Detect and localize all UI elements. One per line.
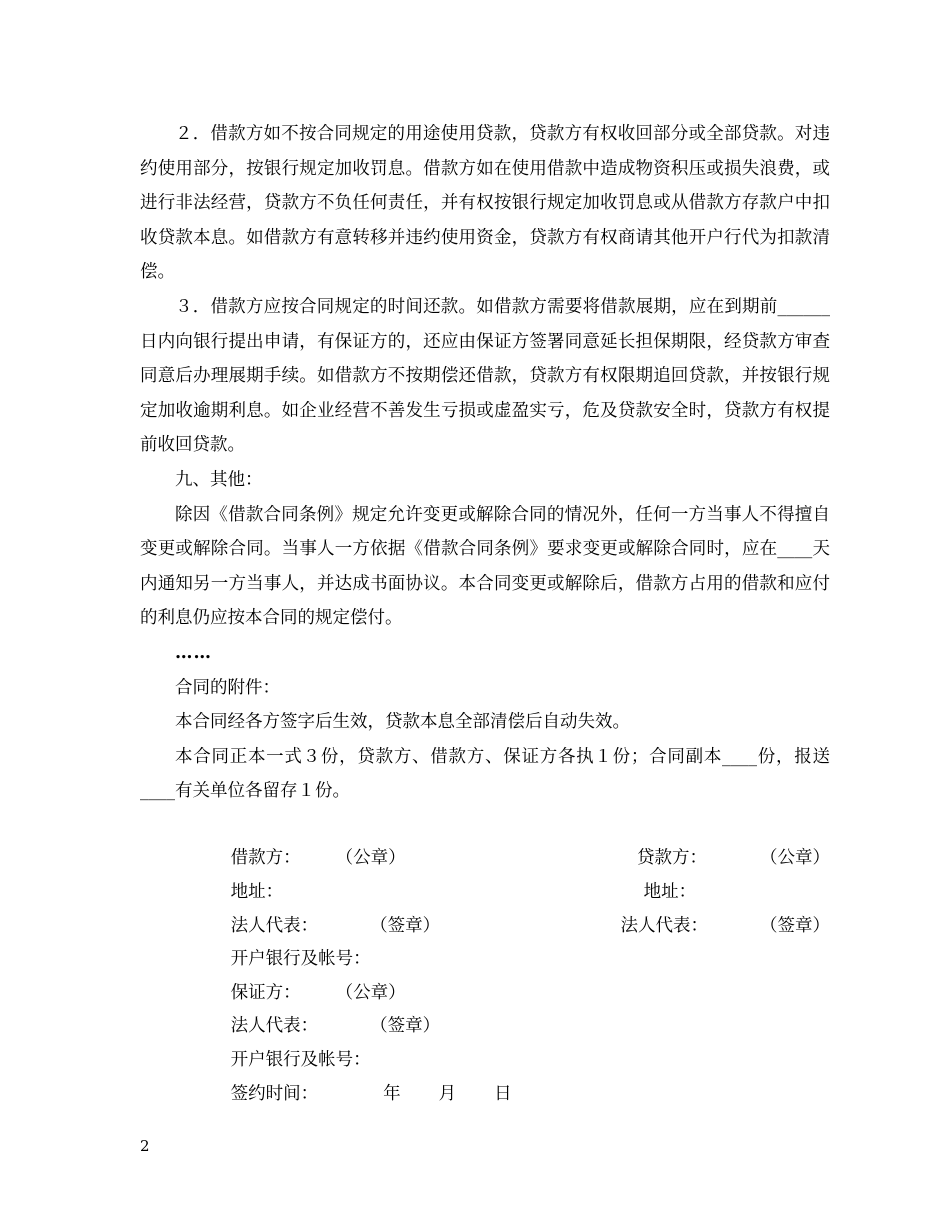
- modification-paragraph: 除因《借款合同条例》规定允许变更或解除合同的情况外，任何一方当事人不得擅自变更或解除合同。当事人一方依据《借款合同条例》要求变更或解除合同时，应在____天内通知另一方当事人，并达成书面协议。本合同变更或解除后，借款方占用的借款和应付的利息仍应按本合同的规定偿付。: [140, 504, 830, 629]
- signature-row-guarantor-legal-rep: [140, 977, 830, 1037]
- legal-rep-guarantor-label: 法人代表：: [230, 1016, 319, 1037]
- page-number: 2: [140, 1137, 150, 1155]
- bank-account-label-2: 开户银行及帐号：: [230, 1050, 371, 1071]
- effectiveness-paragraph: 本合同经各方签字后生效，贷款本息全部清偿后自动失效。: [175, 712, 630, 733]
- legal-rep-left-sign: （签章）: [370, 915, 441, 936]
- legal-rep-right-sign: （签章）: [760, 915, 830, 936]
- date-day: 日: [494, 1083, 512, 1104]
- attachment-heading: 合同的附件：: [175, 677, 280, 698]
- sign-date-label: 签约时间：: [230, 1083, 319, 1104]
- bank-account-label-1: 开户银行及帐号：: [230, 949, 371, 970]
- date-year: 年: [383, 1083, 401, 1104]
- borrower-label: 借款方：: [230, 848, 301, 869]
- section-nine-heading: 九、其他：: [175, 469, 263, 490]
- copies-paragraph: 本合同正本一式３份，贷款方、借款方、保证方各执１份；合同副本____份，报送____有关单位各留存１份。: [140, 746, 830, 802]
- clause-3-paragraph: ３．借款方应按合同规定的时间还款。如借款方需要将借款展期，应在到期前______日内向银行提出申请，有保证方的，还应由保证方签署同意延长担保期限，经贷款方审查同意后办理展期手续。如借款方不按期偿还借款，贷款方有权限期追回贷款，并按银行规定加收逾期利息。如企业经营不善发生亏损或虚盈实亏，危及贷款安全时，贷款方有权提前收回贷款。: [140, 296, 830, 456]
- address-right-label: 地址：: [643, 882, 697, 903]
- guarantor-label: 保证方：: [230, 982, 301, 1003]
- document-body: [140, 117, 830, 1104]
- legal-rep-guarantor-sign: （签章）: [370, 1016, 441, 1037]
- signature-row-parties: [140, 809, 830, 869]
- signature-row-bank-2: [140, 1010, 830, 1071]
- date-month: 月: [438, 1083, 457, 1104]
- ellipsis-line: ……: [175, 642, 212, 663]
- signature-row-legal-rep: [140, 876, 830, 936]
- lender-seal: （公章）: [760, 848, 830, 869]
- signature-row-date: [140, 1044, 830, 1104]
- guarantor-seal: （公章）: [335, 982, 406, 1003]
- lender-label: 贷款方：: [637, 848, 707, 869]
- address-left-label: 地址：: [230, 882, 284, 903]
- legal-rep-left-label: 法人代表：: [230, 915, 319, 936]
- signature-block: [140, 809, 830, 1104]
- clause-2-paragraph: ２．借款方如不按合同规定的用途使用贷款，贷款方有权收回部分或全部贷款。对违约使用部分，按银行规定加收罚息。借款方如在使用借款中造成物资积压或损失浪费，或进行非法经营，贷款方不负任何责任，并有权按银行规定加收罚息或从借款方存款户中扣收贷款本息。如借款方有意转移并违约使用资金，贷款方有权商请其他开户行代为扣款清偿。: [140, 124, 830, 283]
- borrower-seal: （公章）: [335, 848, 406, 869]
- signature-row-guarantor: [140, 943, 830, 1003]
- legal-rep-right-label: 法人代表：: [620, 915, 708, 936]
